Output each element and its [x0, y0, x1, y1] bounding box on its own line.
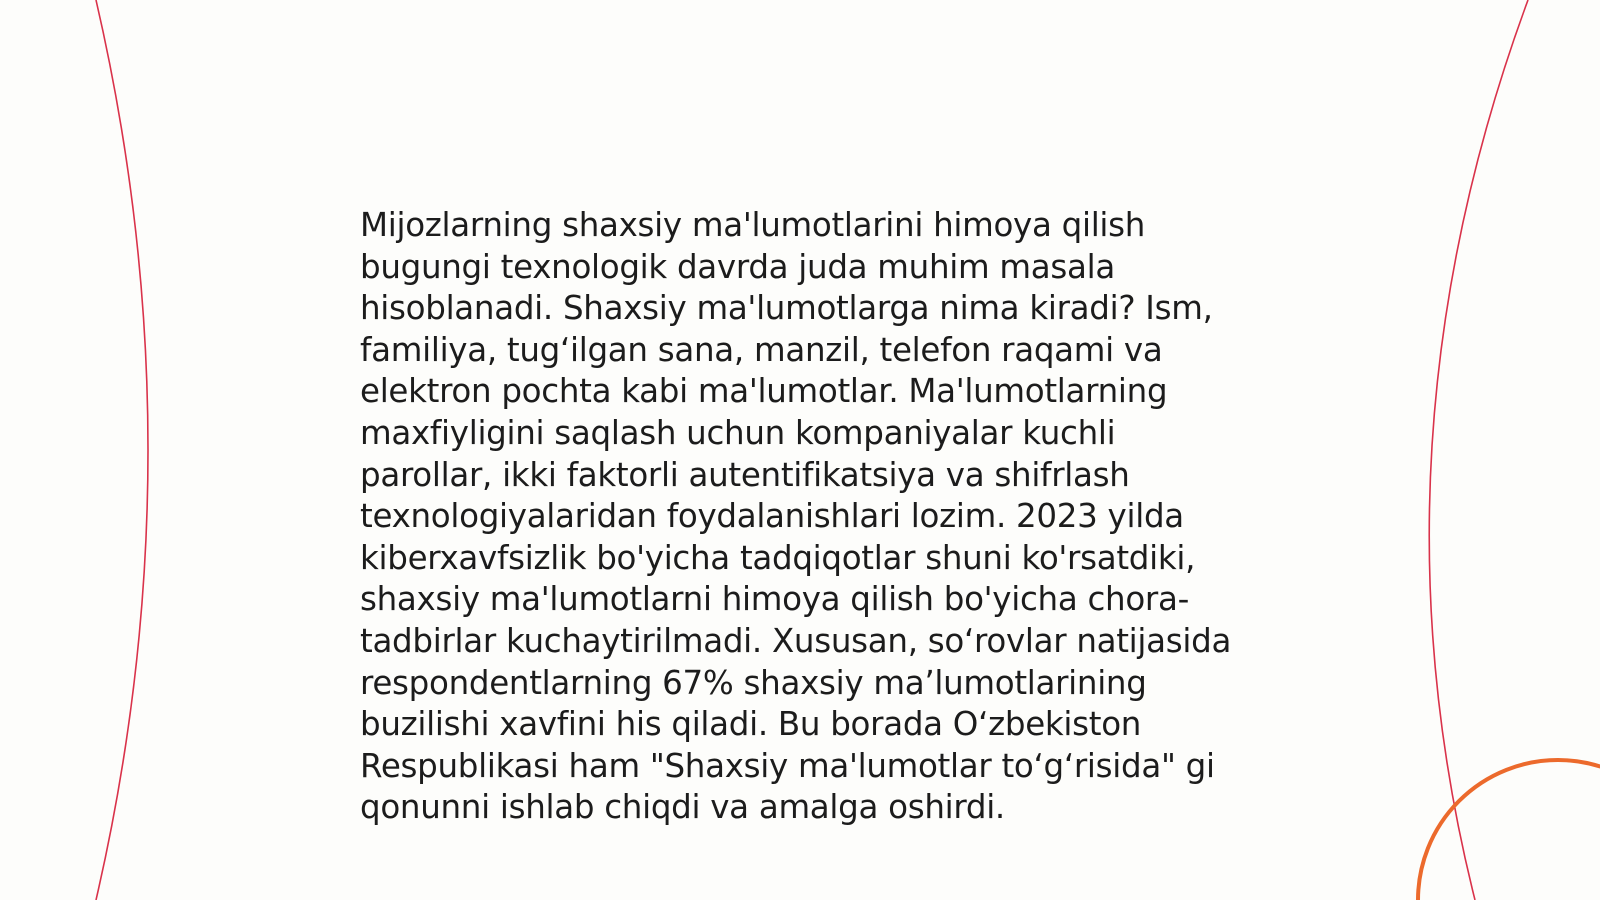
body-line: kiberxavfsizlik bo'yicha tadqiqotlar shuni ko'rsatdiki,	[360, 538, 1196, 577]
body-line: shaxsiy ma'lumotlarni himoya qilish bo'yicha chora-	[360, 580, 1190, 619]
orange-arc	[1418, 760, 1600, 900]
body-line: parollar, ikki faktorli autentifikatsiya va shifrlash	[360, 455, 1130, 494]
body-line: familiya, tug‘ilgan sana, manzil, telefon raqami va	[360, 330, 1163, 369]
body-line: qonunni ishlab chiqdi va amalga oshirdi.	[360, 788, 1005, 827]
body-line: tadbirlar kuchaytirilmadi. Xususan, so‘rovlar natijasida	[360, 621, 1232, 660]
body-line: bugungi texnologik davrda juda muhim masala	[360, 247, 1115, 286]
body-text	[360, 205, 1260, 829]
body-line: texnologiyalaridan foydalanishlari lozim. 2023 yilda	[360, 497, 1184, 536]
body-line: respondentlarning 67% shaxsiy ma’lumotlarining	[360, 663, 1147, 702]
left-curve-line	[96, 0, 148, 900]
body-line: Mijozlarning shaxsiy ma'lumotlarini himoya qilish	[360, 206, 1146, 244]
body-line: buzilishi xavfini his qiladi. Bu borada O‘zbekiston	[360, 705, 1142, 744]
body-line: maxfiyligini saqlash uchun kompaniyalar kuchli	[360, 413, 1116, 452]
body-line: hisoblanadi. Shaxsiy ma'lumotlarga nima kiradi? Ism,	[360, 289, 1213, 328]
body-line: Respublikasi ham "Shaxsiy ma'lumotlar to‘g‘risida" gi	[360, 746, 1215, 785]
right-curve-line	[1429, 0, 1528, 900]
body-line: elektron pochta kabi ma'lumotlar. Ma'lumotlarning	[360, 372, 1168, 411]
